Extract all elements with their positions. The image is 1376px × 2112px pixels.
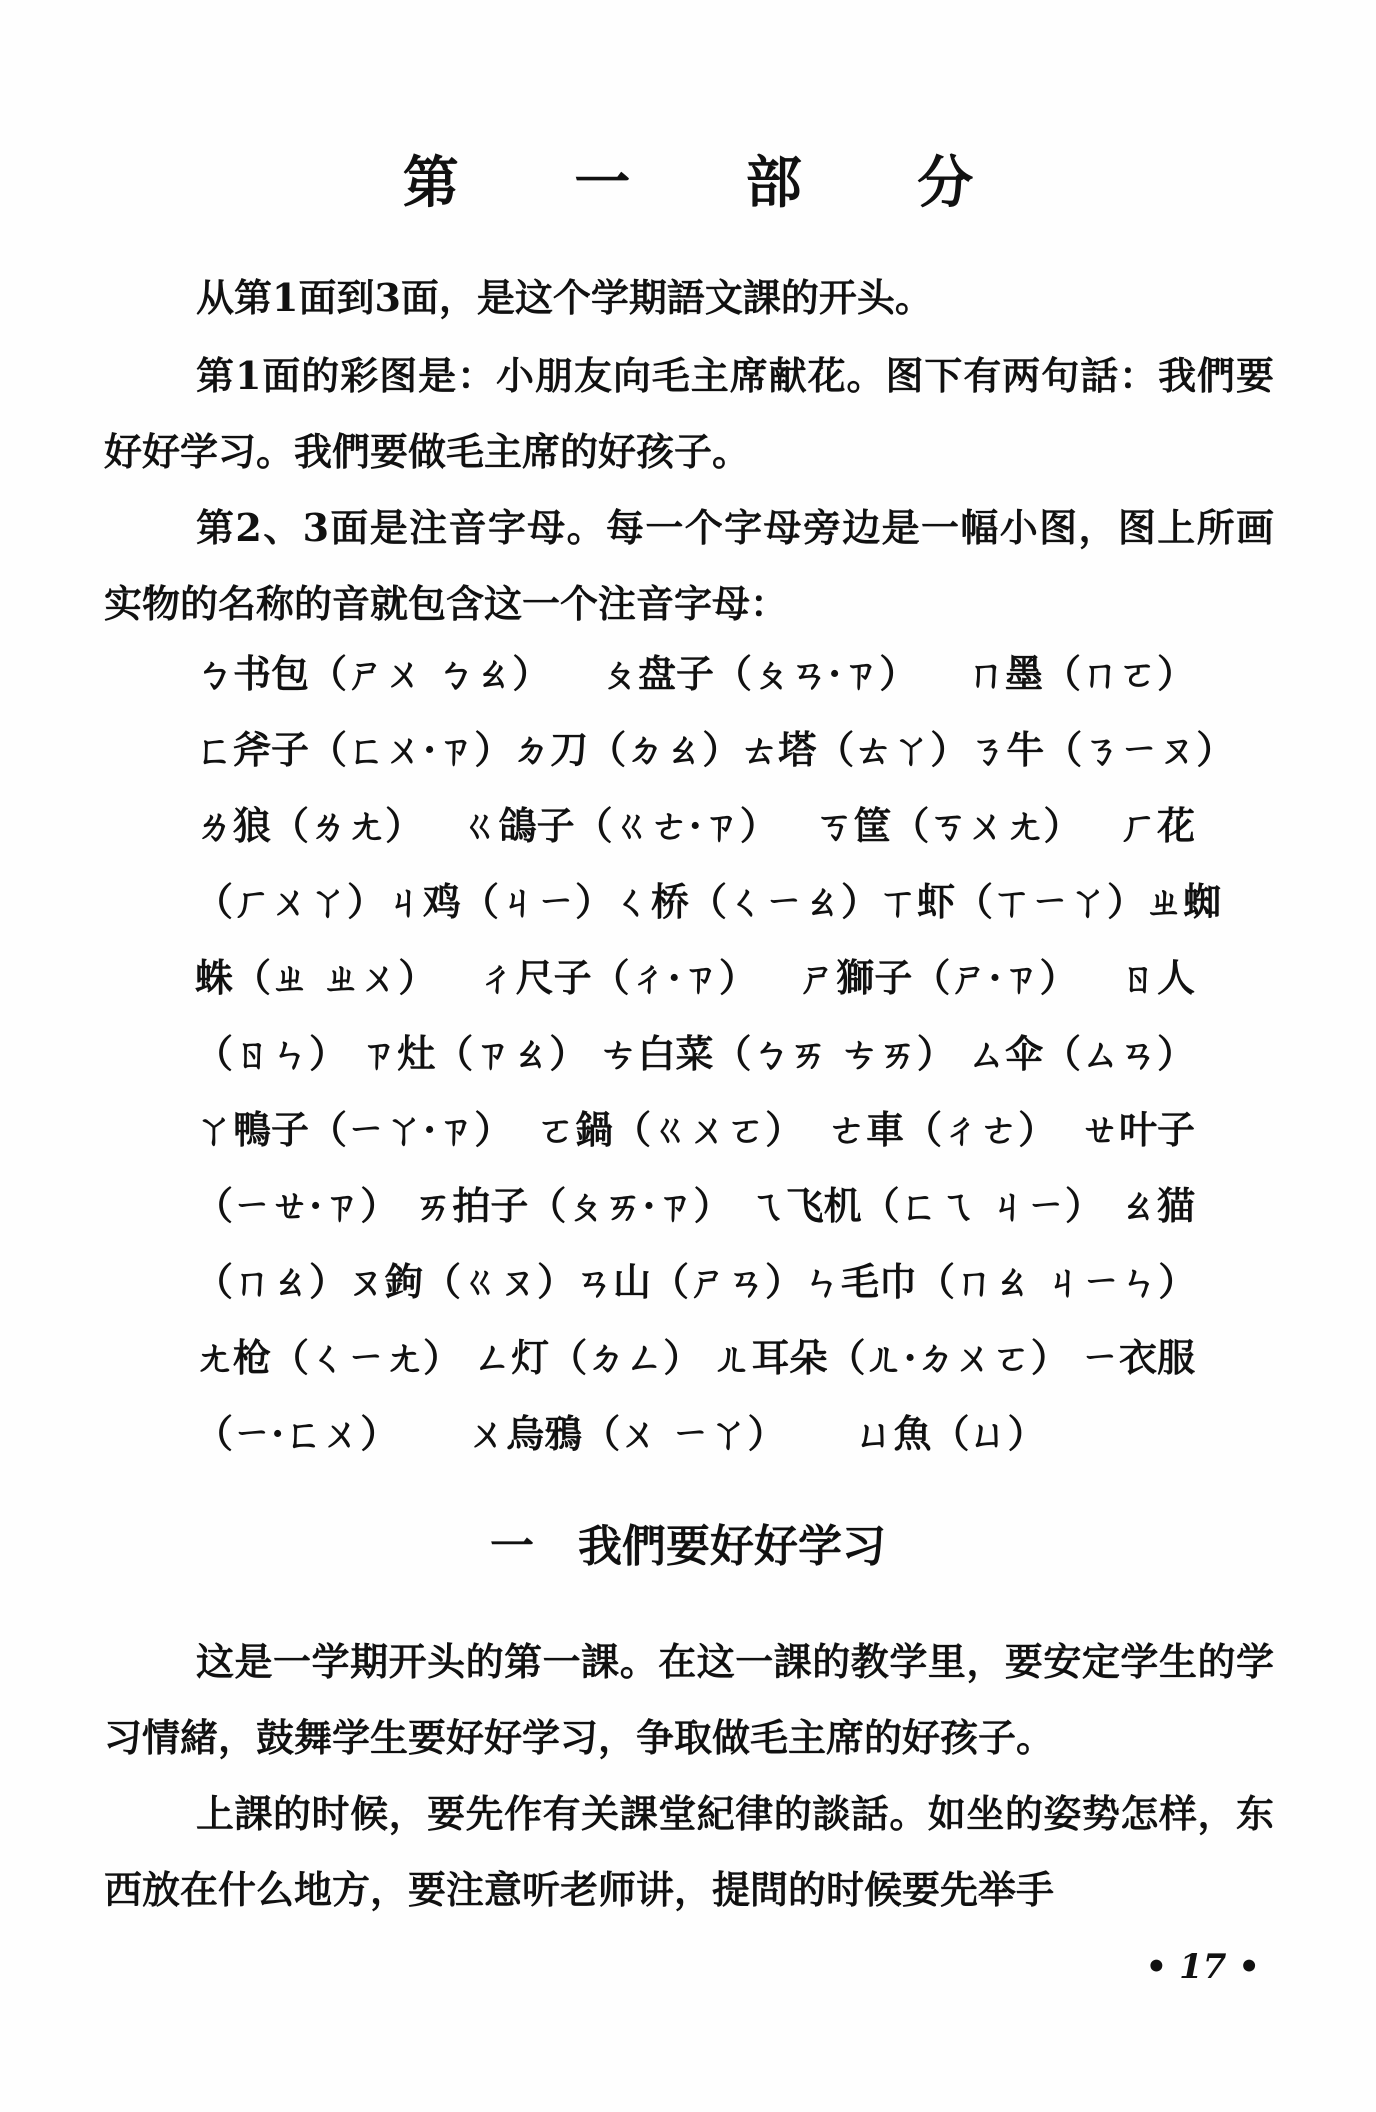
zhuyin-entry: ㄊ塔（ㄊㄚ） [740,727,969,772]
zhuyin-line [195,1168,1195,1244]
zhuyin-entry: ㄒ虾（ㄒㄧㄚ） [879,879,1146,924]
zhuyin-line [195,1320,1195,1396]
zhuyin-entry: ㄣ毛巾（ㄇㄠ ㄐㄧㄣ） [803,1259,1197,1304]
zhuyin-entry: ㄇ墨（ㄇㄛ） [966,651,1195,696]
zhuyin-entry: ㄢ山（ㄕㄢ） [575,1259,804,1304]
zhuyin-entry: ㄞ拍子（ㄆㄞ·ㄗ） [414,1183,732,1228]
zhuyin-entry: ㄓ蜘 [1145,879,1222,924]
zhuyin-entry: ㄆ盘子（ㄆㄢ·ㄗ） [599,651,918,696]
zhuyin-entry: ㄉ刀（ㄉㄠ） [512,727,741,772]
paragraph-lesson-goal: 这是一学期开头的第一課。在这一課的教学里，要安定学生的学习情緒，鼓舞学生要好好学习，争取做毛主席的好孩子。 [104,1639,1274,1760]
zhuyin-entry: ㄎ筐（ㄎㄨㄤ） [815,803,1082,848]
zhuyin-entry: ㄠ猫 [1118,1183,1195,1228]
zhuyin-entry: （ㄧㄝ·ㄗ） [195,1183,399,1228]
zhuyin-list [195,636,1235,1472]
zhuyin-entry: ㄗ灶（ㄗㄠ） [359,1031,588,1076]
zhuyin-entry: ㄨ烏鴉（ㄨ ㄧㄚ） [468,1411,786,1456]
zhuyin-line [195,864,1222,940]
zhuyin-entry: ㄘ白菜（ㄅㄞ ㄘㄞ） [599,1031,955,1076]
zhuyin-line [195,940,1195,1016]
zhuyin-entry: ㄟ飞机（ㄈㄟ ㄐㄧ） [747,1183,1103,1228]
zhuyin-entry: 蛛（ㄓ ㄓㄨ） [195,955,437,1000]
zhuyin-entry: ㄛ鍋（ㄍㄨㄛ） [537,1107,804,1152]
zhuyin-entry: ㄏ花 [1118,803,1195,848]
paragraph-classroom-rules: 上課的时候，要先作有关課堂紀律的談話。如坐的姿势怎样，东西放在什么地方，要注意听老师讲，提問的时候要先举手 [104,1791,1274,1912]
section-heading: 一 我們要好好学习 [490,1521,886,1572]
zhuyin-entry: ㄝ叶子 [1080,1107,1195,1152]
zhuyin-entry: （ㄏㄨㄚ） [195,879,386,924]
zhuyin-entry: ㄚ鴨子（ㄧㄚ·ㄗ） [195,1107,513,1152]
zhuyin-entry: ㄧ衣服 [1080,1335,1195,1380]
zhuyin-entry: ㄈ斧子（ㄈㄨ·ㄗ） [195,727,513,772]
zhuyin-entry: ㄐ鸡（ㄐㄧ） [385,879,614,924]
zhuyin-line [195,1396,1195,1472]
zhuyin-line [195,636,1195,712]
zhuyin-entry: ㄤ枪（ㄑㄧㄤ） [195,1335,462,1380]
zhuyin-line [195,788,1195,864]
zhuyin-entry: ㄥ灯（ㄉㄥ） [473,1335,702,1380]
paragraph-zhuyin-intro: 第2、3面是注音字母。每一个字母旁边是一幅小图，图上所画实物的名称的音就包含这一个注音字母： [104,505,1274,626]
zhuyin-entry: （ㄖㄣ） [195,1031,348,1076]
paragraph-first-page: 第1面的彩图是：小朋友向毛主席献花。图下有两句話：我們要好好学习。我們要做毛主席的好孩子。 [104,353,1274,474]
zhuyin-line [195,712,1235,788]
zhuyin-entry: ㄅ书包（ㄕㄨ ㄅㄠ） [195,651,551,696]
zhuyin-entry: ㄔ尺子（ㄔ·ㄗ） [477,955,757,1000]
zhuyin-entry: ㄙ伞（ㄙㄢ） [966,1031,1195,1076]
zhuyin-entry: ㄋ牛（ㄋㄧㄡ） [968,727,1235,772]
zhuyin-line [195,1244,1195,1320]
page-number: • 17 • [1145,1947,1260,1987]
zhuyin-entry: ㄕ獅子（ㄕ·ㄗ） [798,955,1078,1000]
page-title: 第 一 部 分 [402,150,1022,216]
zhuyin-entry: ㄡ鉤（ㄍㄡ） [347,1259,576,1304]
zhuyin-entry: ㄌ狼（ㄌㄤ） [195,803,424,848]
zhuyin-entry: ㄜ車（ㄔㄜ） [828,1107,1057,1152]
zhuyin-entry: （ㄧ·ㄈㄨ） [195,1411,399,1456]
zhuyin-entry: ㄩ魚（ㄩ） [855,1411,1046,1456]
zhuyin-entry: ㄑ桥（ㄑㄧㄠ） [613,879,880,924]
zhuyin-entry: （ㄇㄠ） [195,1259,348,1304]
paragraph-intro: 从第1面到3面，是这个学期語文課的开头。 [196,275,933,320]
zhuyin-line [195,1092,1195,1168]
zhuyin-entry: ㄦ耳朵（ㄦ·ㄉㄨㄛ） [713,1335,1069,1380]
zhuyin-entry: ㄍ鴿子（ㄍㄜ·ㄗ） [460,803,778,848]
zhuyin-line [195,1016,1195,1092]
zhuyin-entry: ㄖ人 [1118,955,1195,1000]
